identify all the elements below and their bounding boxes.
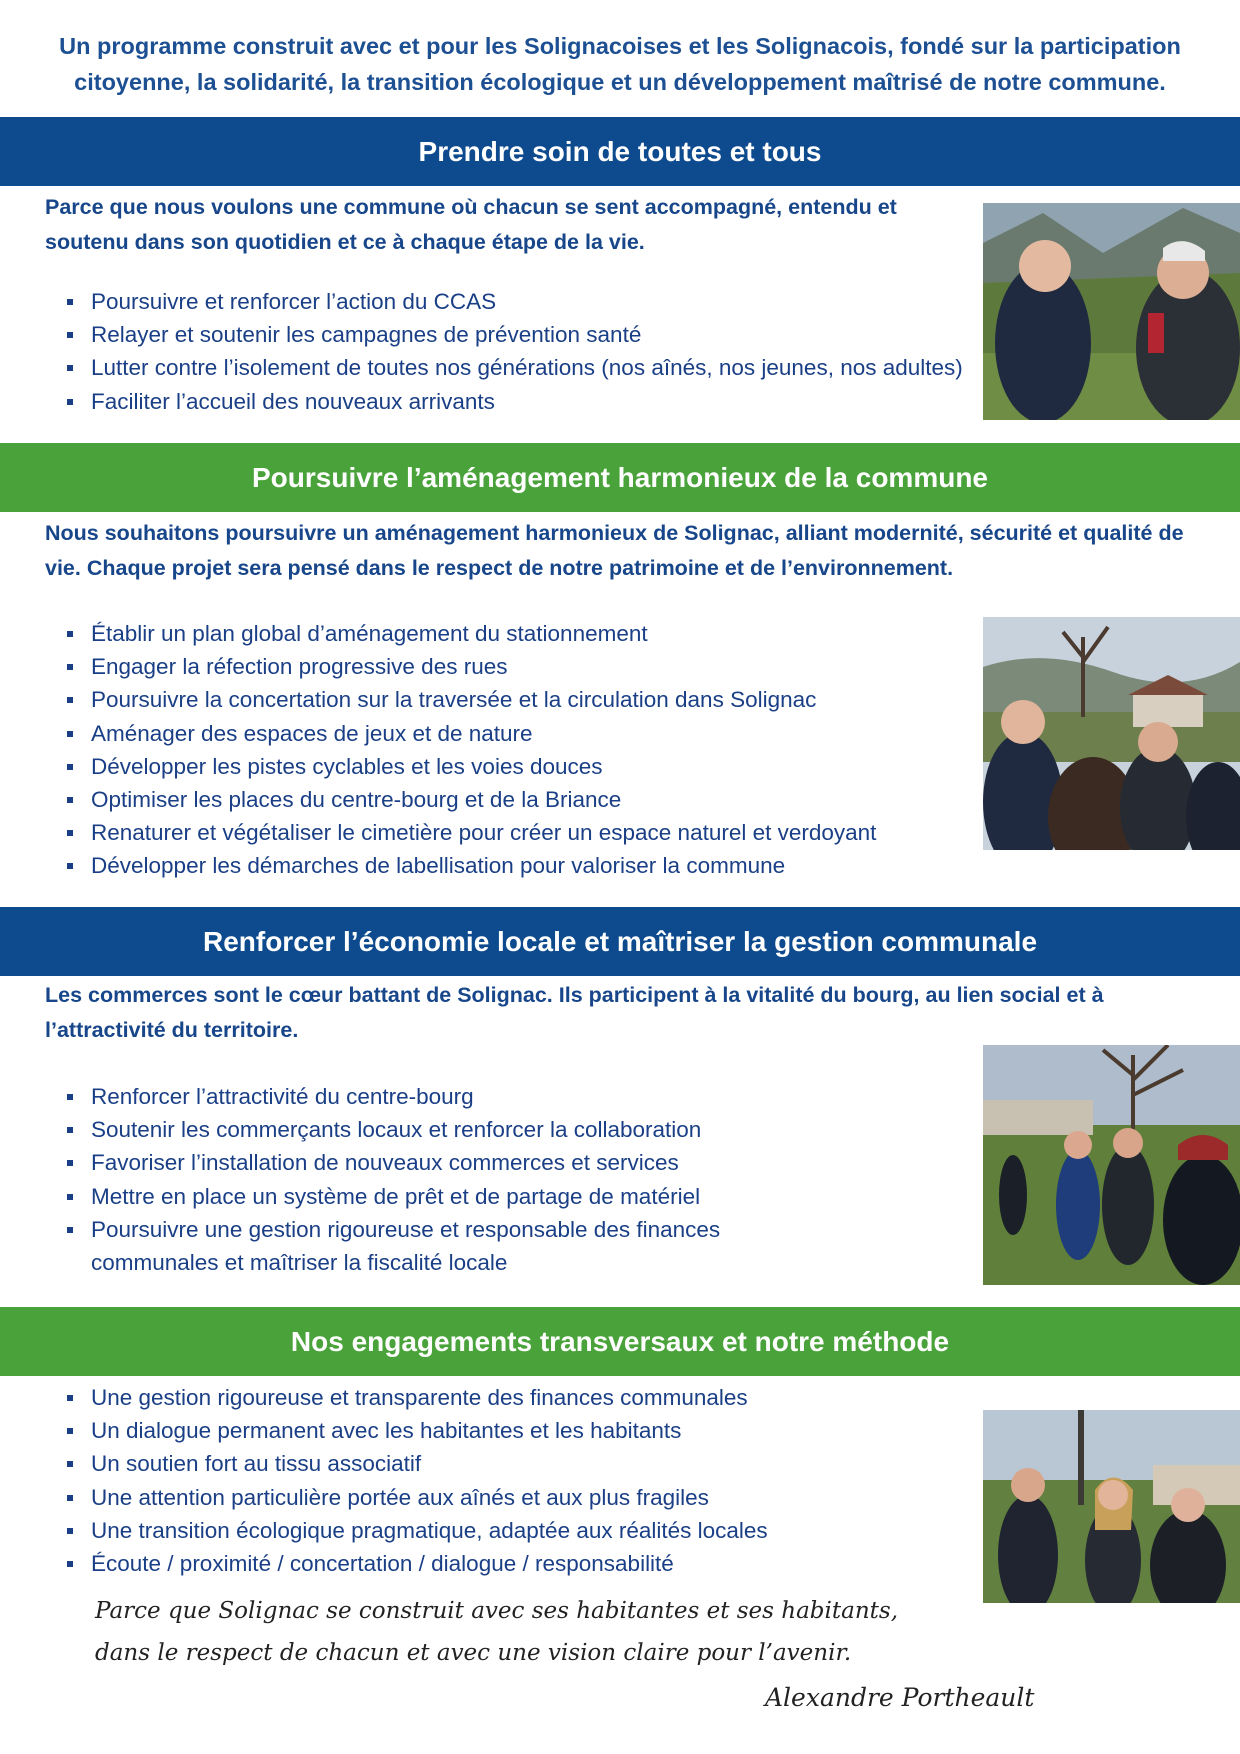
list-item: Établir un plan global d’aménagement du stationnement [64, 617, 876, 650]
list-item: Favoriser l’installation de nouveaux commerces et services [64, 1146, 824, 1179]
photo-care [983, 203, 1240, 420]
photo-economy [983, 1045, 1240, 1285]
list-item: Un dialogue permanent avec les habitantes et les habitants [64, 1414, 768, 1447]
list-item: Relayer et soutenir les campagnes de prévention santé [64, 318, 963, 351]
photo-care-image [983, 203, 1240, 420]
list-item: Un soutien fort au tissu associatif [64, 1447, 768, 1480]
list-item: Poursuivre une gestion rigoureuse et responsable des finances communales et maîtriser la fiscalité locale [64, 1213, 824, 1279]
list-item: Développer les pistes cyclables et les voies douces [64, 750, 876, 783]
list-item: Aménager des espaces de jeux et de nature [64, 717, 876, 750]
list-item: Une transition écologique pragmatique, adaptée aux réalités locales [64, 1514, 768, 1547]
photo-economy-image [983, 1045, 1240, 1285]
list-item: Faciliter l’accueil des nouveaux arrivants [64, 385, 963, 418]
list-item: Une gestion rigoureuse et transparente des finances communales [64, 1381, 768, 1414]
photo-planning [983, 617, 1240, 850]
section-header-economy: Renforcer l’économie locale et maîtriser la gestion communale [0, 907, 1240, 976]
bullet-list-economy [64, 1080, 824, 1279]
list-item: Développer les démarches de labellisation pour valoriser la commune [64, 849, 876, 882]
list-item: Soutenir les commerçants locaux et renforcer la collaboration [64, 1113, 824, 1146]
section-header-care: Prendre soin de toutes et tous [0, 117, 1240, 186]
list-item: Renaturer et végétaliser le cimetière pour créer un espace naturel et verdoyant [64, 816, 876, 849]
section-lead-care: Parce que nous voulons une commune où chacun se sent accompagné, entendu et soutenu dans son quotidien et ce à chaque étape de la vie. [45, 195, 897, 254]
signature: Alexandre Portheault [765, 1683, 1035, 1712]
section-lead-planning: Nous souhaitons poursuivre un aménagement harmonieux de Solignac, alliant modernité, sécurité et qualité de vie. Chaque projet sera pensé dans le respect de notre patrimoine et de l’environnement. [45, 521, 1184, 580]
list-item: Optimiser les places du centre-bourg et de la Briance [64, 783, 876, 816]
list-item: Renforcer l’attractivité du centre-bourg [64, 1080, 824, 1113]
photo-planning-image [983, 617, 1240, 850]
bullet-list-commitments [64, 1381, 768, 1580]
section-header-planning: Poursuivre l’aménagement harmonieux de la commune [0, 443, 1240, 512]
bullet-list-care [64, 285, 963, 418]
photo-commitments [983, 1410, 1240, 1603]
section-lead-economy: Les commerces sont le cœur battant de Solignac. Ils participent à la vitalité du bourg, au lien social et à l’attractivité du territoire. [45, 983, 1104, 1042]
intro-text: Un programme construit avec et pour les Solignacoises et les Solignacois, fondé sur la participation citoyenne, la solidarité, la transition écologique et un développement maîtrisé de notre commune. [59, 33, 1181, 95]
closing-handwritten-message: Parce que Solignac se construit avec ses habitantes et ses habitants, dans le respect de chacun et avec une vision claire pour l’avenir. [95, 1598, 899, 1666]
list-item: Poursuivre et renforcer l’action du CCAS [64, 285, 963, 318]
list-item: Poursuivre la concertation sur la traversée et la circulation dans Solignac [64, 683, 876, 716]
list-item: Engager la réfection progressive des rues [64, 650, 876, 683]
list-item: Une attention particulière portée aux aînés et aux plus fragiles [64, 1481, 768, 1514]
list-item: Mettre en place un système de prêt et de partage de matériel [64, 1180, 824, 1213]
bullet-list-planning [64, 617, 876, 883]
section-header-commitments: Nos engagements transversaux et notre méthode [0, 1307, 1240, 1376]
list-item: Écoute / proximité / concertation / dialogue / responsabilité [64, 1547, 768, 1580]
list-item: Lutter contre l’isolement de toutes nos générations (nos aînés, nos jeunes, nos adultes) [64, 351, 963, 384]
photo-commitments-image [983, 1410, 1240, 1603]
